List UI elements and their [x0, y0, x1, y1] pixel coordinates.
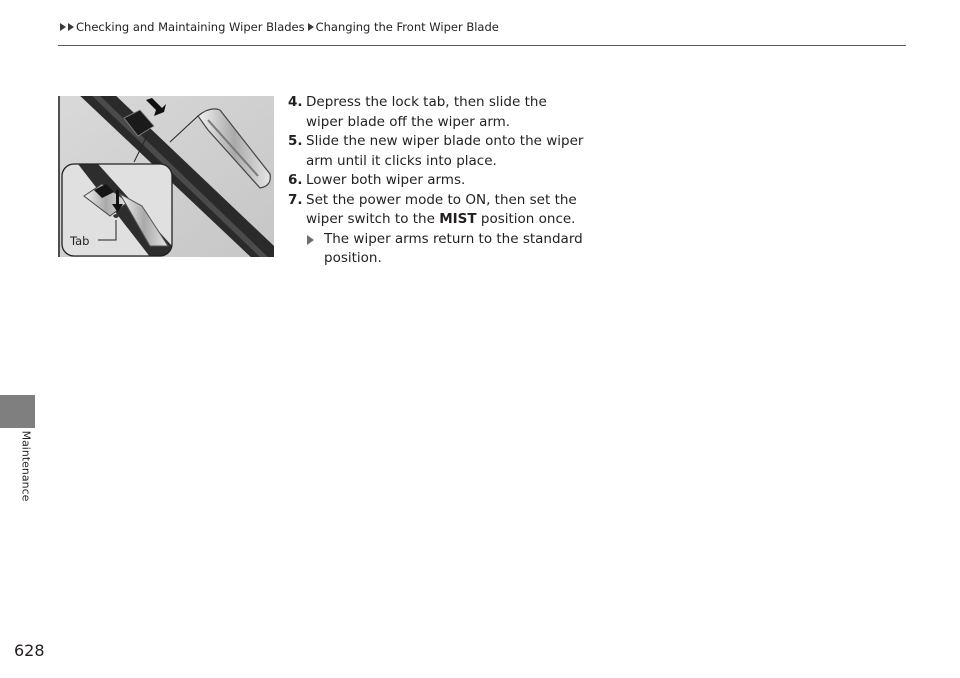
step-4	[288, 93, 588, 132]
step-7-result	[288, 230, 588, 269]
breadcrumb-section[interactable]: Checking and Maintaining Wiper Blades	[76, 20, 305, 34]
step-5	[288, 132, 588, 171]
step-text-part: position once.	[476, 211, 576, 227]
step-6	[288, 171, 588, 191]
tab-callout-label: Tab	[70, 234, 90, 248]
step-number: 5.	[288, 133, 303, 149]
side-section-label: Maintenance	[19, 430, 33, 502]
step-number: 4.	[288, 94, 303, 110]
breadcrumb-arrow-icon	[60, 23, 66, 31]
breadcrumb-arrow-icon	[308, 23, 314, 31]
wiper-blade-illustration	[58, 96, 274, 257]
breadcrumb	[60, 20, 499, 34]
step-text-part: Set the power mode to ON, then set the wiper switch to the	[306, 191, 577, 227]
header-rule	[58, 45, 906, 46]
instruction-steps	[288, 93, 588, 269]
page-number: 628	[14, 641, 45, 660]
result-text: The wiper arms return to the standard position.	[324, 230, 583, 266]
step-number: 7.	[288, 191, 303, 208]
step-text: Slide the new wiper blade onto the wiper arm until it clicks into place.	[306, 133, 584, 169]
step-text: Depress the lock tab, then slide the wiper blade off the wiper arm.	[306, 94, 547, 130]
result-arrow-icon	[307, 235, 314, 245]
step-7	[288, 191, 588, 230]
breadcrumb-current[interactable]: Changing the Front Wiper Blade	[315, 20, 499, 34]
step-text	[306, 192, 577, 228]
mist-position-label: MIST	[439, 211, 477, 227]
step-text: Lower both wiper arms.	[306, 172, 466, 188]
step-number: 6.	[288, 172, 303, 188]
breadcrumb-arrow-icon	[68, 23, 74, 31]
side-tab-marker	[0, 395, 35, 428]
